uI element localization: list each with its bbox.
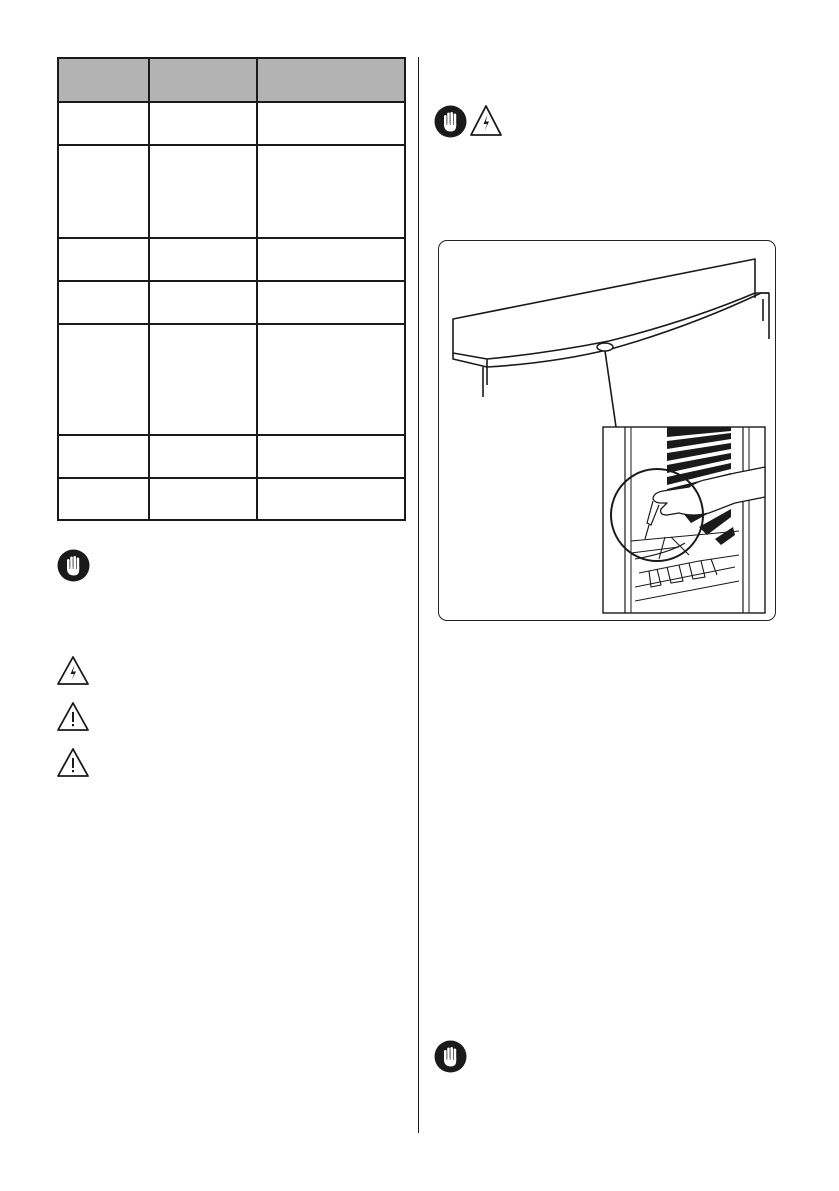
table-row: [58, 102, 405, 145]
table-cell: [149, 435, 257, 478]
table-row: [58, 145, 405, 238]
table-row: [58, 324, 405, 435]
table-cell: [149, 478, 257, 520]
specification-table: [57, 57, 406, 521]
table-cell: [149, 281, 257, 324]
table-cell: [257, 324, 405, 435]
table-cell: [257, 478, 405, 520]
table-header-row: [58, 58, 405, 102]
drain-hole-cleaning-figure: [438, 240, 776, 621]
electric-shock-warning-icon: [56, 655, 90, 686]
table-cell: [257, 435, 405, 478]
table-cell: [58, 281, 149, 324]
table-row: [58, 478, 405, 520]
table-cell: [257, 238, 405, 281]
table-header-cell: [149, 58, 257, 102]
table-cell: [58, 435, 149, 478]
table-header-cell: [257, 58, 405, 102]
table-row: [58, 435, 405, 478]
table-cell: [58, 324, 149, 435]
general-warning-icon: [56, 701, 90, 732]
table-cell: [257, 281, 405, 324]
electric-shock-warning-icon: [469, 104, 503, 137]
stop-hand-icon: [434, 1040, 467, 1073]
stop-hand-icon: [57, 549, 90, 582]
table-cell: [257, 102, 405, 145]
table-cell: [58, 478, 149, 520]
table-cell: [149, 145, 257, 238]
drain-hole-cleaning-illustration: [439, 241, 776, 621]
table-cell: [58, 102, 149, 145]
table-header-cell: [58, 58, 149, 102]
column-divider: [418, 57, 419, 1133]
stop-hand-icon: [434, 105, 467, 138]
table-cell: [149, 238, 257, 281]
table-cell: [58, 238, 149, 281]
table-row: [58, 281, 405, 324]
general-warning-icon: [56, 747, 90, 778]
table-cell: [58, 145, 149, 238]
table-cell: [257, 145, 405, 238]
table-cell: [149, 102, 257, 145]
table-row: [58, 238, 405, 281]
table-cell: [149, 324, 257, 435]
